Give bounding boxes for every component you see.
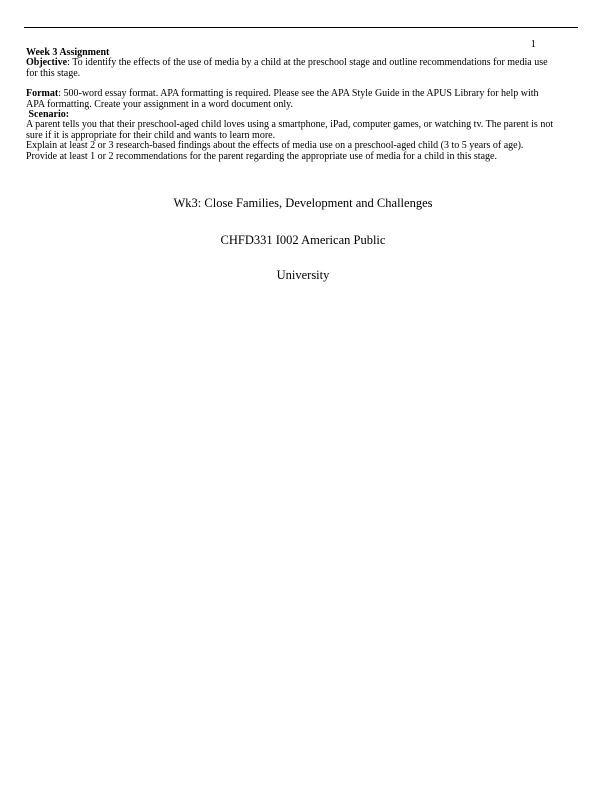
provide-text: Provide at least 1 or 2 recommendations for the parent regarding the appropriate use of media for a child in this stage. [26,150,497,162]
header-rule [24,27,578,28]
objective-text: : To identify the effects of the use of media by a child at the preschool stage and outline recommendations for media use for this stage. [26,57,548,79]
format-paragraph [26,89,556,110]
page-number: 1 [530,38,536,50]
format-text: : 500-word essay format. APA formatting is required. Please see the APA Style Guide in the APUS Library for help with APA formatting. Create your assignment in a word document only. [26,88,539,110]
assignment-instructions [26,48,556,162]
explain-text: Explain at least 2 or 3 research-based findings about the effects of media use on a preschool-aged child (3 to 5 years of age). [26,140,524,152]
objective-label: Objective [26,57,68,69]
format-label: Format [26,88,59,100]
assignment-heading: Week 3 Assignment [26,47,110,58]
paper-title: Wk3: Close Families, Development and Challenges [173,196,433,210]
course-line: CHFD331 I002 American Public [220,233,386,247]
objective-paragraph [26,58,556,79]
institution-line: University [276,268,330,282]
scenario-label: Scenario: [26,109,70,121]
scenario-text: A parent tells you that their preschool-aged child loves using a smartphone, iPad, computer games, or watching tv. The parent is not sure if it is appropriate for their child and wants to learn more. [26,119,554,141]
